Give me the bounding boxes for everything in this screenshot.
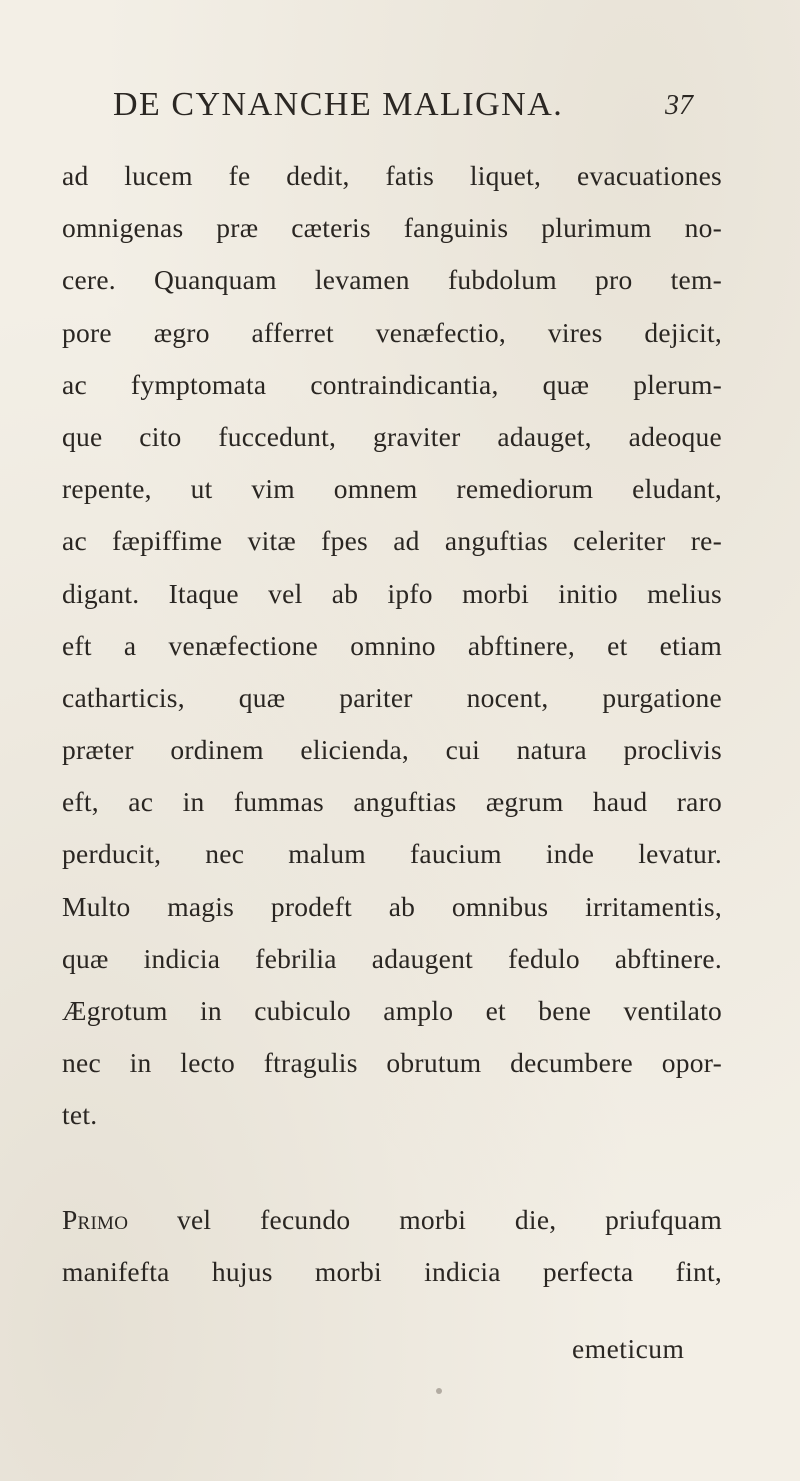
text-line: præter ordinem elicienda, cui natura proclivis bbox=[62, 734, 722, 766]
text-line: pore ægro afferret venæfectio, vires dejicit, bbox=[62, 316, 722, 348]
text-line: perducit, nec malum faucium inde levatur. bbox=[62, 838, 722, 870]
lead-word: Primo bbox=[62, 1203, 129, 1235]
text-line: cere. Quanquam levamen fubdolum pro tem- bbox=[62, 264, 722, 296]
text-line: catharticis, quæ pariter nocent, purgatione bbox=[62, 681, 722, 713]
text-line: Multo magis prodeft ab omnibus irritamentis, bbox=[62, 890, 722, 922]
text-line: ad lucem fe dedit, fatis liquet, evacuationes bbox=[62, 160, 722, 191]
body-text bbox=[62, 150, 722, 1298]
paragraph-2-line-1 bbox=[62, 1194, 722, 1246]
page-number: 37 bbox=[665, 90, 693, 121]
line-rest: vel fecundo morbi die, priufquam bbox=[128, 1203, 722, 1235]
text-line: Ægrotum in cubiculo amplo et bene ventilato bbox=[62, 995, 722, 1026]
paragraph-gap bbox=[62, 1142, 722, 1194]
text-line: eft a venæfectione omnino abftinere, et etiam bbox=[62, 629, 722, 661]
paragraph-2-line-2: manifefta hujus morbi indicia perfecta fint, bbox=[62, 1255, 722, 1287]
text-line: repente, ut vim omnem remediorum eludant, bbox=[62, 473, 722, 505]
running-head: DE CYNANCHE MALIGNA. bbox=[113, 86, 564, 123]
ink-speck bbox=[436, 1388, 442, 1394]
text-line: tet. bbox=[62, 1099, 98, 1131]
text-line: ac fymptomata contraindicantia, quæ plerum- bbox=[62, 368, 722, 400]
text-line: quæ indicia febrilia adaugent fedulo abftinere. bbox=[62, 942, 722, 974]
text-line: eft, ac in fummas anguftias ægrum haud raro bbox=[62, 786, 722, 818]
text-line: digant. Itaque vel ab ipfo morbi initio melius bbox=[62, 577, 722, 609]
page-header bbox=[113, 86, 693, 136]
text-line: omnigenas præ cæteris fanguinis plurimum no- bbox=[62, 212, 722, 244]
catchword: emeticum bbox=[572, 1333, 685, 1364]
text-line: ac fæpiffime vitæ fpes ad anguftias celeriter re- bbox=[62, 525, 722, 557]
text-line: que cito fuccedunt, graviter adauget, adeoque bbox=[62, 420, 722, 452]
text-line: nec in lecto ftragulis obrutum decumbere opor- bbox=[62, 1047, 722, 1079]
